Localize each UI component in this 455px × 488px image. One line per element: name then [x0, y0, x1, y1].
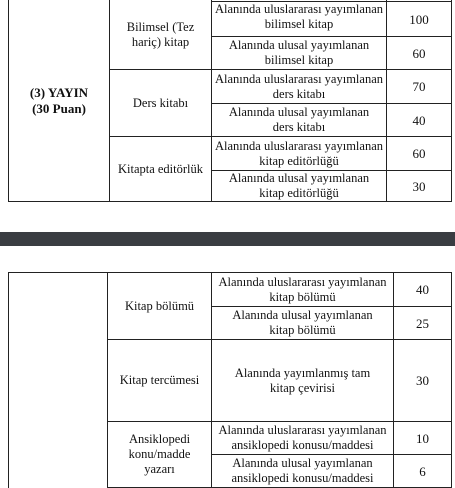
points-cell: 10	[416, 430, 429, 446]
points-cell: 100	[409, 11, 429, 27]
description-cell: Alanında ulusal yayımlanan bilimsel kitap	[228, 38, 370, 67]
points-cell: 60	[412, 146, 426, 161]
points-cell: 6	[419, 463, 426, 479]
description-cell: Alanında yayımlanmış tam kitap çevirisi	[234, 365, 371, 395]
group-cell: Ders kitabı	[132, 95, 189, 110]
description-cell: Alanında uluslararası yayımlanan kitap bölümü	[218, 274, 387, 304]
points-cell: 30	[416, 373, 429, 388]
description-cell: Alanında uluslararası yayımlanan ders kitabı	[215, 71, 383, 101]
points-cell: 30	[412, 178, 426, 194]
page-divider	[0, 232, 455, 246]
description-cell: Alanında ulusal yayımlanan kitap editörlüğü	[228, 171, 370, 200]
description-cell: Alanında ulusal yayımlanan ders kitabı	[228, 105, 370, 134]
points-cell: 40	[412, 112, 426, 128]
points-cell: 60	[412, 45, 426, 61]
description-cell: Alanında uluslararası yayımlanan bilimsel kitap	[215, 2, 383, 31]
description-cell: Alanında ulusal yayımlanan ansiklopedi konusu/maddesi	[231, 456, 374, 485]
page-gap	[0, 202, 455, 232]
group-cell: Ansiklopedi konu/madde yazarı	[128, 432, 191, 476]
category-cell: (3) YAYIN (30 Puan)	[29, 84, 89, 116]
points-cell: 70	[412, 79, 426, 94]
points-cell: 25	[416, 315, 429, 331]
points-cell: 40	[416, 282, 429, 297]
group-cell: Kitapta editörlük	[117, 161, 204, 176]
group-cell: Kitap bölümü	[124, 298, 195, 313]
description-cell: Alanında uluslararası yayımlanan ansiklopedi konusu/maddesi	[218, 423, 387, 452]
description-cell: Alanında uluslararası yayımlanan kitap editörlüğü	[215, 138, 383, 168]
page-gap	[0, 246, 455, 272]
description-cell: Alanında ulusal yayımlanan kitap bölümü	[232, 308, 373, 337]
group-cell: Kitap tercümesi	[119, 373, 200, 387]
group-cell: Bilimsel (Tez hariç) kitap	[126, 20, 195, 49]
